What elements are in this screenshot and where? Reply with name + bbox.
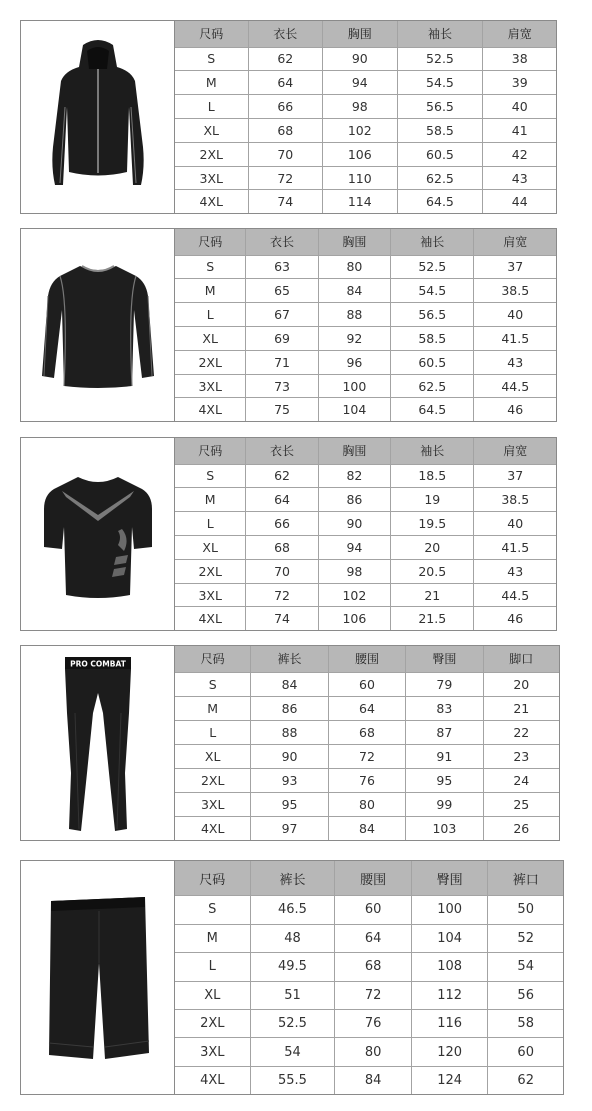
table-row: [175, 279, 556, 303]
header-cell: 胸围: [318, 438, 390, 464]
header-cell: 衣长: [248, 21, 323, 47]
size-table: [175, 21, 556, 213]
table-cell: M: [175, 279, 246, 303]
table-cell: 82: [318, 464, 390, 488]
table-cell: 68: [246, 535, 318, 559]
table-cell: 91: [406, 744, 483, 768]
table-cell: 95: [251, 793, 328, 817]
table-cell: 60: [328, 672, 405, 696]
table-cell: 68: [328, 720, 405, 744]
table-cell: 70: [248, 142, 323, 166]
garment-photo: [21, 21, 175, 213]
table-cell: 58: [488, 1009, 563, 1037]
table-cell: 86: [318, 488, 390, 512]
table-row: [175, 303, 556, 327]
table-cell: 96: [318, 350, 390, 374]
header-cell: 尺码: [175, 229, 246, 255]
table-cell: 52.5: [250, 1009, 335, 1037]
table-cell: 102: [323, 118, 398, 142]
table-cell: 79: [406, 672, 483, 696]
table-cell: XL: [175, 118, 248, 142]
table-row: [175, 672, 559, 696]
table-cell: 104: [318, 398, 390, 421]
table-cell: 74: [248, 190, 323, 213]
table-cell: 64: [335, 924, 412, 952]
table-cell: 112: [411, 981, 488, 1009]
table-cell: 90: [323, 47, 398, 71]
table-cell: 40: [474, 512, 556, 536]
table-cell: 90: [251, 744, 328, 768]
shorts-icon: [43, 893, 153, 1063]
table-cell: 86: [251, 696, 328, 720]
table-cell: 62: [248, 47, 323, 71]
table-row: [175, 1038, 563, 1066]
table-cell: S: [175, 464, 246, 488]
table-cell: 41.5: [474, 326, 556, 350]
table-cell: L: [175, 512, 246, 536]
table-row: [175, 793, 559, 817]
table-cell: 21: [483, 696, 559, 720]
table-cell: 60: [335, 896, 412, 924]
table-cell: 22: [483, 720, 559, 744]
table-cell: 4XL: [175, 398, 246, 421]
table-cell: 94: [323, 71, 398, 95]
garment-photo: [21, 438, 175, 630]
header-cell: 脚口: [483, 646, 559, 672]
table-cell: 41.5: [474, 535, 556, 559]
table-cell: 66: [246, 512, 318, 536]
table-row: [175, 374, 556, 398]
size-table: [175, 229, 556, 421]
size-chart-shorts: [20, 860, 564, 1095]
waistband-print: PRO COMBAT: [69, 659, 126, 669]
table-cell: 104: [411, 924, 488, 952]
table-cell: XL: [175, 981, 250, 1009]
table-cell: 54: [250, 1038, 335, 1066]
header-cell: 臀围: [411, 861, 488, 896]
table-cell: 26: [483, 817, 559, 840]
table-row: [175, 350, 556, 374]
table-cell: 43: [483, 166, 556, 190]
short-sleeve-shirt-icon: [38, 469, 158, 599]
table-header-row: [175, 861, 563, 896]
table-cell: 62: [246, 464, 318, 488]
table-row: [175, 326, 556, 350]
header-cell: 裤长: [251, 646, 328, 672]
table-cell: 4XL: [175, 190, 248, 213]
table-cell: 87: [406, 720, 483, 744]
table-cell: 19: [391, 488, 474, 512]
header-cell: 衣长: [246, 438, 318, 464]
table-cell: XL: [175, 744, 251, 768]
table-cell: 3XL: [175, 583, 246, 607]
table-cell: XL: [175, 326, 246, 350]
table-cell: 50: [488, 896, 563, 924]
table-cell: 98: [323, 95, 398, 119]
table-cell: 116: [411, 1009, 488, 1037]
table-cell: 2XL: [175, 142, 248, 166]
table-cell: 23: [483, 744, 559, 768]
table-cell: 4XL: [175, 607, 246, 630]
header-cell: 尺码: [175, 21, 248, 47]
table-cell: 65: [246, 279, 318, 303]
table-row: [175, 488, 556, 512]
table-cell: 3XL: [175, 166, 248, 190]
table-cell: 88: [251, 720, 328, 744]
table-cell: XL: [175, 535, 246, 559]
table-cell: S: [175, 896, 250, 924]
table-cell: M: [175, 924, 250, 952]
table-cell: 72: [246, 583, 318, 607]
header-cell: 袖长: [397, 21, 483, 47]
table-row: [175, 981, 563, 1009]
table-cell: 3XL: [175, 793, 251, 817]
table-cell: 56.5: [391, 303, 474, 327]
table-row: [175, 118, 556, 142]
table-cell: 63: [246, 255, 318, 279]
table-cell: 46.5: [250, 896, 335, 924]
table-cell: S: [175, 672, 251, 696]
header-cell: 肩宽: [483, 21, 556, 47]
table-cell: 68: [248, 118, 323, 142]
table-cell: S: [175, 47, 248, 71]
table-cell: 60: [488, 1038, 563, 1066]
table-cell: 46: [474, 607, 556, 630]
table-cell: L: [175, 720, 251, 744]
table-cell: 52.5: [391, 255, 474, 279]
table-row: [175, 559, 556, 583]
header-cell: 尺码: [175, 646, 251, 672]
table-row: [175, 720, 559, 744]
table-cell: 43: [474, 559, 556, 583]
table-cell: 2XL: [175, 1009, 250, 1037]
table-cell: 44: [483, 190, 556, 213]
table-cell: 54.5: [391, 279, 474, 303]
table-header-row: [175, 21, 556, 47]
garment-photo: [21, 229, 175, 421]
table-cell: 69: [246, 326, 318, 350]
table-cell: L: [175, 303, 246, 327]
size-chart-short-sleeve-shirt: [20, 437, 557, 631]
table-cell: 62: [488, 1066, 563, 1094]
header-cell: 肩宽: [474, 229, 556, 255]
hooded-jacket-icon: [43, 37, 153, 197]
table-cell: 41: [483, 118, 556, 142]
table-row: [175, 398, 556, 421]
table-cell: L: [175, 95, 248, 119]
table-cell: 18.5: [391, 464, 474, 488]
table-cell: 76: [335, 1009, 412, 1037]
table-cell: 54.5: [397, 71, 483, 95]
table-row: [175, 464, 556, 488]
table-cell: 72: [248, 166, 323, 190]
table-cell: L: [175, 953, 250, 981]
table-cell: 51: [250, 981, 335, 1009]
table-cell: 20.5: [391, 559, 474, 583]
table-cell: 67: [246, 303, 318, 327]
table-cell: 62.5: [397, 166, 483, 190]
table-row: [175, 1009, 563, 1037]
table-cell: 64: [328, 696, 405, 720]
table-cell: 2XL: [175, 559, 246, 583]
table-row: [175, 535, 556, 559]
table-row: [175, 953, 563, 981]
table-row: [175, 817, 559, 840]
table-cell: 97: [251, 817, 328, 840]
table-cell: 37: [474, 464, 556, 488]
table-cell: 60.5: [397, 142, 483, 166]
table-cell: 62.5: [391, 374, 474, 398]
header-cell: 裤长: [250, 861, 335, 896]
table-cell: 84: [328, 817, 405, 840]
table-cell: 80: [335, 1038, 412, 1066]
table-cell: 60.5: [391, 350, 474, 374]
table-cell: 74: [246, 607, 318, 630]
header-cell: 袖长: [391, 438, 474, 464]
table-cell: 98: [318, 559, 390, 583]
table-cell: 3XL: [175, 1038, 250, 1066]
table-cell: 76: [328, 769, 405, 793]
table-cell: 100: [411, 896, 488, 924]
table-row: [175, 142, 556, 166]
table-cell: 80: [318, 255, 390, 279]
table-cell: 72: [335, 981, 412, 1009]
table-row: [175, 95, 556, 119]
table-row: [175, 512, 556, 536]
table-cell: 21: [391, 583, 474, 607]
table-cell: 94: [318, 535, 390, 559]
table-header-row: [175, 646, 559, 672]
table-cell: 2XL: [175, 350, 246, 374]
table-cell: 80: [328, 793, 405, 817]
table-cell: 3XL: [175, 374, 246, 398]
table-cell: 24: [483, 769, 559, 793]
garment-photo: [21, 861, 175, 1094]
table-cell: 49.5: [250, 953, 335, 981]
table-cell: 71: [246, 350, 318, 374]
table-cell: 39: [483, 71, 556, 95]
size-chart-hooded-jacket: [20, 20, 557, 214]
header-cell: 臀围: [406, 646, 483, 672]
table-cell: 56.5: [397, 95, 483, 119]
table-row: [175, 255, 556, 279]
table-row: [175, 696, 559, 720]
table-cell: 21.5: [391, 607, 474, 630]
table-cell: 37: [474, 255, 556, 279]
table-cell: 120: [411, 1038, 488, 1066]
table-cell: 2XL: [175, 769, 251, 793]
table-row: [175, 71, 556, 95]
table-cell: 20: [391, 535, 474, 559]
table-cell: 100: [318, 374, 390, 398]
table-cell: 52.5: [397, 47, 483, 71]
table-cell: 44.5: [474, 374, 556, 398]
header-cell: 袖长: [391, 229, 474, 255]
table-cell: 38.5: [474, 279, 556, 303]
table-cell: M: [175, 696, 251, 720]
header-cell: 胸围: [318, 229, 390, 255]
table-cell: 38.5: [474, 488, 556, 512]
table-cell: 93: [251, 769, 328, 793]
table-cell: M: [175, 71, 248, 95]
table-row: [175, 1066, 563, 1094]
table-cell: 108: [411, 953, 488, 981]
header-cell: 尺码: [175, 861, 250, 896]
size-table: [175, 438, 556, 630]
table-cell: 46: [474, 398, 556, 421]
table-row: [175, 607, 556, 630]
table-cell: 124: [411, 1066, 488, 1094]
size-chart-long-sleeve-shirt: [20, 228, 557, 422]
table-cell: 99: [406, 793, 483, 817]
table-cell: 95: [406, 769, 483, 793]
header-cell: 衣长: [246, 229, 318, 255]
table-row: [175, 744, 559, 768]
table-cell: 44.5: [474, 583, 556, 607]
table-cell: 40: [474, 303, 556, 327]
table-cell: 25: [483, 793, 559, 817]
table-row: [175, 190, 556, 213]
table-header-row: [175, 438, 556, 464]
table-cell: 43: [474, 350, 556, 374]
table-cell: 64.5: [397, 190, 483, 213]
table-cell: 38: [483, 47, 556, 71]
table-cell: 75: [246, 398, 318, 421]
table-row: [175, 47, 556, 71]
table-cell: 52: [488, 924, 563, 952]
table-cell: 55.5: [250, 1066, 335, 1094]
table-cell: 64.5: [391, 398, 474, 421]
table-cell: 58.5: [397, 118, 483, 142]
header-cell: 腰围: [335, 861, 412, 896]
table-cell: 19.5: [391, 512, 474, 536]
header-cell: 肩宽: [474, 438, 556, 464]
long-sleeve-shirt-icon: [38, 260, 158, 390]
table-header-row: [175, 229, 556, 255]
table-cell: 88: [318, 303, 390, 327]
table-cell: 56: [488, 981, 563, 1009]
table-cell: 84: [335, 1066, 412, 1094]
table-cell: M: [175, 488, 246, 512]
table-cell: 92: [318, 326, 390, 350]
table-cell: 66: [248, 95, 323, 119]
header-cell: 裤口: [488, 861, 563, 896]
table-cell: 84: [318, 279, 390, 303]
size-table: [175, 646, 559, 840]
header-cell: 胸围: [323, 21, 398, 47]
table-cell: 64: [246, 488, 318, 512]
table-cell: 73: [246, 374, 318, 398]
table-cell: 40: [483, 95, 556, 119]
table-cell: 106: [318, 607, 390, 630]
table-cell: 54: [488, 953, 563, 981]
table-cell: 58.5: [391, 326, 474, 350]
table-cell: 103: [406, 817, 483, 840]
header-cell: 腰围: [328, 646, 405, 672]
compression-pants-icon: [53, 653, 143, 833]
table-cell: 106: [323, 142, 398, 166]
table-cell: 20: [483, 672, 559, 696]
table-row: [175, 166, 556, 190]
table-row: [175, 583, 556, 607]
table-row: [175, 769, 559, 793]
table-cell: 90: [318, 512, 390, 536]
table-cell: 4XL: [175, 1066, 250, 1094]
table-cell: 42: [483, 142, 556, 166]
table-cell: 48: [250, 924, 335, 952]
table-row: [175, 924, 563, 952]
table-cell: 84: [251, 672, 328, 696]
table-cell: 114: [323, 190, 398, 213]
table-cell: 64: [248, 71, 323, 95]
table-cell: S: [175, 255, 246, 279]
table-cell: 4XL: [175, 817, 251, 840]
header-cell: 尺码: [175, 438, 246, 464]
table-cell: 83: [406, 696, 483, 720]
garment-photo: [21, 646, 175, 840]
table-cell: 70: [246, 559, 318, 583]
table-cell: 68: [335, 953, 412, 981]
table-row: [175, 896, 563, 924]
table-cell: 110: [323, 166, 398, 190]
size-chart-compression-pants: [20, 645, 560, 841]
table-cell: 72: [328, 744, 405, 768]
table-cell: 102: [318, 583, 390, 607]
size-table: [175, 861, 563, 1094]
